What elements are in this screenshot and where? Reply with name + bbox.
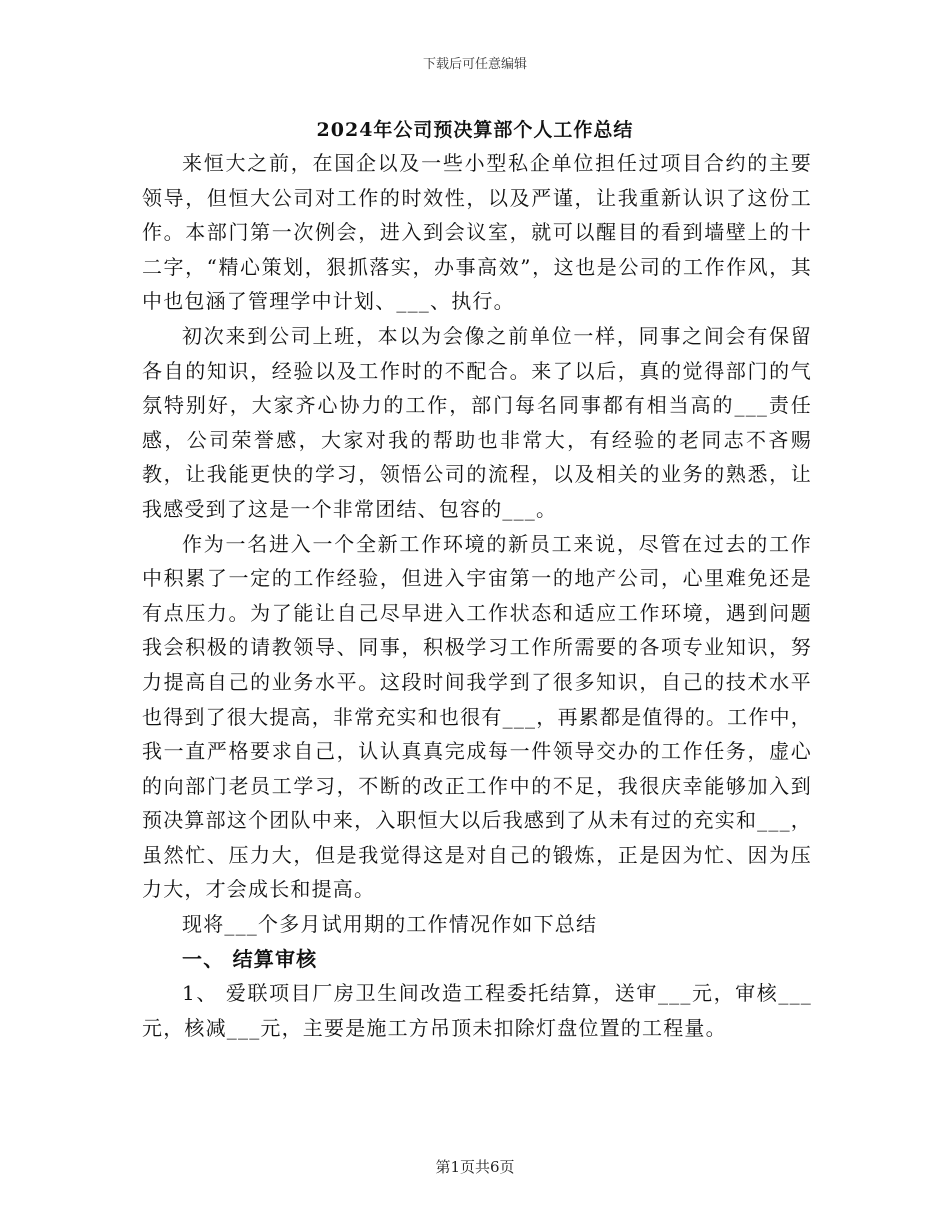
paragraph-2: 初次来到公司上班，本以为会像之前单位一样，同事之间会有保留各自的知识，经验以及工作时的不配合。来了以后，真的觉得部门的气氛特别好，大家齐心协力的工作，部门每名同事都有相当高的___责任感，公司荣誉感，大家对我的帮助也非常大，有经验的老同志不吝赐教，让我能更快的学习，领悟公司的流程，以及相关的业务的熟悉，让我感受到了这是一个非常团结、包容的___。	[142, 323, 812, 521]
document-body	[142, 146, 812, 1045]
page-footer: 第1页共6页	[435, 1158, 515, 1176]
paragraph-3: 作为一名进入一个全新工作环境的新员工来说，尽管在过去的工作中积累了一定的工作经验，但进入宇宙第一的地产公司，心里难免还是有点压力。为了能让自己尽早进入工作状态和适应工作环境，遇到问题我会积极的请教领导、同事，积极学习工作所需要的各项专业知识，努力提高自己的业务水平。这段时间我学到了很多知识，自己的技术水平也得到了很大提高，非常充实和也很有___，再累都是值得的。工作中，我一直严格要求自己，认认真真完成每一件领导交办的工作任务，虚心的向部门老员工学习，不断的改正工作中的不足，我很庆幸能够加入到预决算部这个团队中来，入职恒大以后我感到了从未有过的充实和___，虽然忙、压力大，但是我觉得这是对自己的锻炼，正是因为忙、因为压力大，才会成长和提高。	[142, 531, 812, 902]
list-item-1: 1、 爱联项目厂房卫生间改造工程委托结算，送审___元，审核___元，核减___元，主要是施工方吊顶未扣除灯盘位置的工程量。	[142, 981, 812, 1040]
section-heading: 一、 结算审核	[182, 946, 318, 971]
document-title: 2024年公司预决算部个人工作总结	[316, 119, 634, 141]
header-note: 下载后可任意编辑	[422, 57, 527, 72]
paragraph-4: 现将___个多月试用期的工作情况作如下总结	[182, 912, 598, 937]
paragraph-1: 来恒大之前，在国企以及一些小型私企单位担任过项目合约的主要领导，但恒大公司对工作的时效性，以及严谨，让我重新认识了这份工作。本部门第一次例会，进入到会议室，就可以醒目的看到墙壁上的十二字，“精心策划，狠抓落实，办事高效”，这也是公司的工作作风，其中也包涵了管理学中计划、___、执行。	[142, 151, 812, 314]
